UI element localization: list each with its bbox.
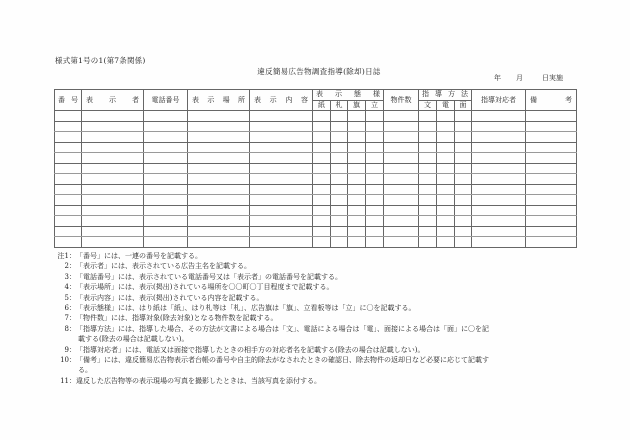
table-cell[interactable]: [419, 132, 437, 143]
table-row: [55, 205, 577, 216]
table-cell[interactable]: [366, 216, 384, 227]
table-cell[interactable]: [455, 121, 472, 132]
header-location: 表 示 場 所: [188, 90, 250, 111]
table-cell[interactable]: [384, 216, 419, 227]
table-cell[interactable]: [366, 237, 384, 248]
table-cell[interactable]: [366, 153, 384, 164]
table-cell[interactable]: [419, 237, 437, 248]
table-cell[interactable]: [82, 226, 144, 237]
table-cell[interactable]: [331, 195, 348, 206]
table-cell[interactable]: [526, 205, 577, 216]
table-cell[interactable]: [313, 216, 331, 227]
table-cell[interactable]: [419, 216, 437, 227]
header-guidance-method: 指 導 方 法: [419, 90, 472, 101]
table-cell[interactable]: [472, 205, 526, 216]
table-cell[interactable]: [366, 174, 384, 185]
note-continuation: る。: [78, 366, 92, 375]
implementation-date: [494, 73, 563, 83]
table-cell[interactable]: [331, 226, 348, 237]
table-cell[interactable]: [82, 216, 144, 227]
table-cell[interactable]: [313, 163, 331, 174]
table-cell[interactable]: [348, 111, 366, 122]
note-number: 7：: [64, 314, 76, 323]
table-cell[interactable]: [419, 226, 437, 237]
table-cell[interactable]: [82, 205, 144, 216]
table-cell[interactable]: [55, 153, 82, 164]
header-phone: 電話番号: [144, 90, 188, 111]
table-cell[interactable]: [455, 153, 472, 164]
table-cell[interactable]: [55, 216, 82, 227]
note-item: [56, 376, 489, 386]
table-cell[interactable]: [455, 142, 472, 153]
table-cell[interactable]: [437, 132, 455, 143]
table-cell[interactable]: [82, 184, 144, 195]
header-method-interview: 面: [455, 100, 472, 111]
table-cell[interactable]: [384, 163, 419, 174]
table-cell[interactable]: [472, 121, 526, 132]
header-mode-paper: 紙: [313, 100, 331, 111]
table-cell[interactable]: [419, 195, 437, 206]
table-cell[interactable]: [384, 205, 419, 216]
table-cell[interactable]: [55, 163, 82, 174]
header-displayer: 表 示 者: [82, 90, 144, 111]
table-cell[interactable]: [437, 111, 455, 122]
table-cell[interactable]: [82, 111, 144, 122]
table-cell[interactable]: [348, 132, 366, 143]
table-cell[interactable]: [55, 237, 82, 248]
table-row: [55, 121, 577, 132]
table-cell[interactable]: [419, 184, 437, 195]
table-cell[interactable]: [250, 111, 313, 122]
table-cell[interactable]: [250, 174, 313, 185]
table-cell[interactable]: [188, 216, 250, 227]
table-cell[interactable]: [455, 237, 472, 248]
table-cell[interactable]: [331, 163, 348, 174]
table-cell[interactable]: [188, 121, 250, 132]
table-cell[interactable]: [55, 142, 82, 153]
table-cell[interactable]: [144, 205, 188, 216]
table-cell[interactable]: [366, 226, 384, 237]
header-remarks: 備 考: [526, 90, 577, 111]
note-item: [56, 251, 489, 261]
table-cell[interactable]: [348, 184, 366, 195]
table-cell[interactable]: [348, 226, 366, 237]
table-cell[interactable]: [55, 111, 82, 122]
table-cell[interactable]: [384, 174, 419, 185]
table-cell[interactable]: [188, 205, 250, 216]
date-year-label: 年: [494, 74, 501, 82]
table-cell[interactable]: [455, 184, 472, 195]
table-cell[interactable]: [313, 237, 331, 248]
table-row: [55, 184, 577, 195]
table-cell[interactable]: [437, 184, 455, 195]
table-cell[interactable]: [472, 111, 526, 122]
table-row: [55, 237, 577, 248]
table-cell[interactable]: [419, 163, 437, 174]
table-cell[interactable]: [437, 216, 455, 227]
table-cell[interactable]: [437, 163, 455, 174]
note-item: [56, 261, 489, 271]
table-row: [55, 174, 577, 185]
header-content: 表 示 内 容: [250, 90, 313, 111]
table-cell[interactable]: [526, 121, 577, 132]
header-number: 番 号: [55, 90, 82, 111]
table-cell[interactable]: [82, 237, 144, 248]
table-cell[interactable]: [437, 174, 455, 185]
note-number: 11：: [60, 376, 76, 385]
table-cell[interactable]: [188, 163, 250, 174]
table-cell[interactable]: [250, 142, 313, 153]
table-row: [55, 216, 577, 227]
table-cell[interactable]: [526, 174, 577, 185]
header-method-phone: 電: [437, 100, 455, 111]
table-cell[interactable]: [82, 195, 144, 206]
note-number: 注1：: [57, 252, 76, 260]
note-continuation: 載する(除去の場合は記載しない)。: [78, 335, 189, 344]
note-text: 違反した広告物等の表示現場の写真を撮影したときは、当該写真を添付する。: [76, 376, 321, 385]
table-cell[interactable]: [250, 184, 313, 195]
table-cell[interactable]: [526, 226, 577, 237]
note-text: 「電話番号」には、表示されている電話番号又は「表示者」の電話番号を記載する。: [76, 272, 342, 281]
header-mode-standing: 立: [366, 100, 384, 111]
table-row: [55, 132, 577, 143]
table-cell[interactable]: [144, 121, 188, 132]
table-cell[interactable]: [366, 142, 384, 153]
table-cell[interactable]: [55, 174, 82, 185]
table-cell[interactable]: [188, 153, 250, 164]
note-item: [56, 303, 489, 313]
table-cell[interactable]: [419, 121, 437, 132]
table-cell[interactable]: [472, 226, 526, 237]
table-row: [55, 111, 577, 122]
note-item: [56, 313, 489, 323]
table-cell[interactable]: [331, 142, 348, 153]
table-cell[interactable]: [526, 142, 577, 153]
table-cell[interactable]: [437, 195, 455, 206]
note-item: [56, 272, 489, 282]
table-cell[interactable]: [331, 132, 348, 143]
table-cell[interactable]: [384, 121, 419, 132]
table-cell[interactable]: [250, 132, 313, 143]
table-cell[interactable]: [384, 153, 419, 164]
table-cell[interactable]: [526, 153, 577, 164]
table-cell[interactable]: [144, 216, 188, 227]
table-cell[interactable]: [55, 121, 82, 132]
note-text: 「表示場所」には、表示(掲出)されている場所を〇〇町〇丁目程度まで記載する。: [76, 283, 334, 292]
table-cell[interactable]: [144, 174, 188, 185]
table-row: [55, 226, 577, 237]
form-number: 様式第1号の1(第7条関係): [55, 56, 146, 65]
table-cell[interactable]: [437, 121, 455, 132]
note-text: 「表示態様」には、はり紙は「紙」、はり札等は「札」、広告旗は「旗」、立看板等は「立」に〇を記載する。: [76, 304, 416, 313]
table-cell[interactable]: [455, 174, 472, 185]
table-cell[interactable]: [144, 132, 188, 143]
table-cell[interactable]: [455, 205, 472, 216]
note-text: 「番号」には、一連の番号を記載する。: [76, 252, 202, 260]
note-number: 2：: [64, 262, 76, 271]
table-cell[interactable]: [144, 237, 188, 248]
table-cell[interactable]: [526, 216, 577, 227]
table-cell[interactable]: [437, 142, 455, 153]
table-cell[interactable]: [313, 121, 331, 132]
table-cell[interactable]: [188, 237, 250, 248]
table-cell[interactable]: [144, 226, 188, 237]
table-cell[interactable]: [188, 142, 250, 153]
table-cell[interactable]: [144, 153, 188, 164]
note-number: 9：: [64, 345, 76, 354]
note-text: 「指導対応者」には、電話又は面接で指導したときの相手方の対応者名を記載する(除去の場合は記載しない)。: [76, 345, 425, 354]
table-cell[interactable]: [82, 153, 144, 164]
table-cell[interactable]: [348, 216, 366, 227]
table-cell[interactable]: [455, 226, 472, 237]
table-cell[interactable]: [384, 226, 419, 237]
table-cell[interactable]: [472, 153, 526, 164]
table-cell[interactable]: [472, 174, 526, 185]
table-cell[interactable]: [144, 163, 188, 174]
table-cell[interactable]: [384, 142, 419, 153]
table-cell[interactable]: [348, 121, 366, 132]
table-row: [55, 163, 577, 174]
table-cell[interactable]: [437, 153, 455, 164]
table-cell[interactable]: [144, 111, 188, 122]
note-item: [56, 324, 489, 345]
table-cell[interactable]: [348, 142, 366, 153]
table-cell[interactable]: [419, 142, 437, 153]
table-cell[interactable]: [82, 132, 144, 143]
table-cell[interactable]: [348, 205, 366, 216]
table-cell[interactable]: [348, 153, 366, 164]
header-method-document: 文: [419, 100, 437, 111]
table-cell[interactable]: [82, 121, 144, 132]
table-cell[interactable]: [526, 184, 577, 195]
table-cell[interactable]: [366, 132, 384, 143]
note-text: 「物件数」には、指導対象(除去対象)となる物件数を記載する。: [76, 314, 278, 323]
table-cell[interactable]: [313, 142, 331, 153]
table-cell[interactable]: [313, 195, 331, 206]
table-cell[interactable]: [250, 216, 313, 227]
note-item: [56, 345, 489, 355]
table-cell[interactable]: [366, 163, 384, 174]
table-row: [55, 142, 577, 153]
table-cell[interactable]: [526, 163, 577, 174]
note-number: 4：: [64, 283, 76, 292]
table-cell[interactable]: [384, 111, 419, 122]
header-item-count: 物件数: [384, 90, 419, 111]
table-cell[interactable]: [348, 195, 366, 206]
table-cell[interactable]: [188, 132, 250, 143]
table-cell[interactable]: [472, 184, 526, 195]
table-cell[interactable]: [526, 111, 577, 122]
table-cell[interactable]: [384, 195, 419, 206]
table-cell[interactable]: [331, 205, 348, 216]
table-cell[interactable]: [55, 184, 82, 195]
table-cell[interactable]: [419, 205, 437, 216]
table-row: [55, 153, 577, 164]
note-number: 6：: [64, 304, 76, 313]
table-cell[interactable]: [437, 226, 455, 237]
table-cell[interactable]: [82, 174, 144, 185]
table-cell[interactable]: [472, 237, 526, 248]
note-text: 「表示内容」には、表示(掲出)されている内容を記載する。: [76, 293, 264, 302]
table-row: [55, 195, 577, 206]
table-cell[interactable]: [366, 111, 384, 122]
table-cell[interactable]: [250, 205, 313, 216]
table-cell[interactable]: [526, 237, 577, 248]
table-cell[interactable]: [348, 174, 366, 185]
table-cell[interactable]: [188, 226, 250, 237]
table-cell[interactable]: [144, 184, 188, 195]
note-item: [56, 355, 489, 376]
table-cell[interactable]: [472, 163, 526, 174]
table-cell[interactable]: [55, 195, 82, 206]
table-cell[interactable]: [55, 205, 82, 216]
table-cell[interactable]: [82, 142, 144, 153]
notes-section: [56, 251, 489, 386]
note-item: [56, 282, 489, 292]
note-text: 「備考」には、違反簡易広告物表示者台帳の番号や自主的除去がなされたときの確認日、除去物件の返却日など必要に応じて記載す: [76, 356, 489, 365]
header-mode-placard: 札: [331, 100, 348, 111]
header-display-mode: 表 示 態 様: [313, 90, 384, 101]
table-cell[interactable]: [366, 184, 384, 195]
note-item: [56, 293, 489, 303]
table-cell[interactable]: [366, 121, 384, 132]
table-cell[interactable]: [331, 121, 348, 132]
table-cell[interactable]: [472, 216, 526, 227]
table-cell[interactable]: [384, 184, 419, 195]
table-cell[interactable]: [250, 195, 313, 206]
table-cell[interactable]: [455, 195, 472, 206]
table-cell[interactable]: [82, 163, 144, 174]
note-text: 「表示者」には、表示されている広告主名を記載する。: [76, 262, 251, 271]
table-cell[interactable]: [455, 216, 472, 227]
table-cell[interactable]: [437, 205, 455, 216]
table-cell[interactable]: [313, 205, 331, 216]
table-cell[interactable]: [331, 184, 348, 195]
document-title: 違反簡易広告物調査指導(除却)日誌: [257, 67, 381, 76]
note-number: 10：: [60, 356, 76, 365]
table-cell[interactable]: [188, 174, 250, 185]
table-cell[interactable]: [313, 174, 331, 185]
table-cell[interactable]: [250, 163, 313, 174]
table-cell[interactable]: [188, 184, 250, 195]
table-cell[interactable]: [331, 237, 348, 248]
table-cell[interactable]: [331, 153, 348, 164]
table-cell[interactable]: [313, 111, 331, 122]
table-cell[interactable]: [472, 195, 526, 206]
inspection-log-table: [54, 89, 577, 248]
note-number: 3：: [64, 272, 76, 281]
table-cell[interactable]: [455, 132, 472, 143]
table-cell[interactable]: [384, 132, 419, 143]
header-mode-flag: 旗: [348, 100, 366, 111]
table-cell[interactable]: [366, 195, 384, 206]
table-cell[interactable]: [348, 237, 366, 248]
table-cell[interactable]: [313, 132, 331, 143]
table-cell[interactable]: [455, 163, 472, 174]
table-cell[interactable]: [144, 142, 188, 153]
table-cell[interactable]: [313, 226, 331, 237]
date-day-label: 日実施: [542, 74, 563, 82]
table-cell[interactable]: [526, 132, 577, 143]
table-cell[interactable]: [348, 163, 366, 174]
table-cell[interactable]: [437, 237, 455, 248]
table-cell[interactable]: [144, 195, 188, 206]
note-number: 8：: [64, 324, 76, 333]
table-cell[interactable]: [250, 226, 313, 237]
date-month-label: 月: [516, 74, 523, 82]
table-cell[interactable]: [250, 121, 313, 132]
table-cell[interactable]: [250, 153, 313, 164]
table-cell[interactable]: [250, 237, 313, 248]
table-cell[interactable]: [419, 174, 437, 185]
table-cell[interactable]: [384, 237, 419, 248]
table-cell[interactable]: [188, 111, 250, 122]
table-cell[interactable]: [419, 111, 437, 122]
header-responder: 指導対応者: [472, 90, 526, 111]
table-cell[interactable]: [331, 174, 348, 185]
table-cell[interactable]: [313, 184, 331, 195]
table-cell[interactable]: [526, 195, 577, 206]
table-cell[interactable]: [331, 111, 348, 122]
table-cell[interactable]: [455, 111, 472, 122]
table-cell[interactable]: [55, 226, 82, 237]
note-number: 5：: [64, 293, 76, 302]
note-text: 「指導方法」には、指導した場合、その方法が文書による場合は「文」、電話による場合は「電」、面接による場合は「面」に〇を記: [76, 324, 489, 333]
table-cell[interactable]: [55, 132, 82, 143]
table-cell[interactable]: [188, 195, 250, 206]
table-cell[interactable]: [419, 153, 437, 164]
table-cell[interactable]: [313, 153, 331, 164]
table-cell[interactable]: [331, 216, 348, 227]
table-cell[interactable]: [366, 205, 384, 216]
table-cell[interactable]: [472, 142, 526, 153]
table-cell[interactable]: [472, 132, 526, 143]
